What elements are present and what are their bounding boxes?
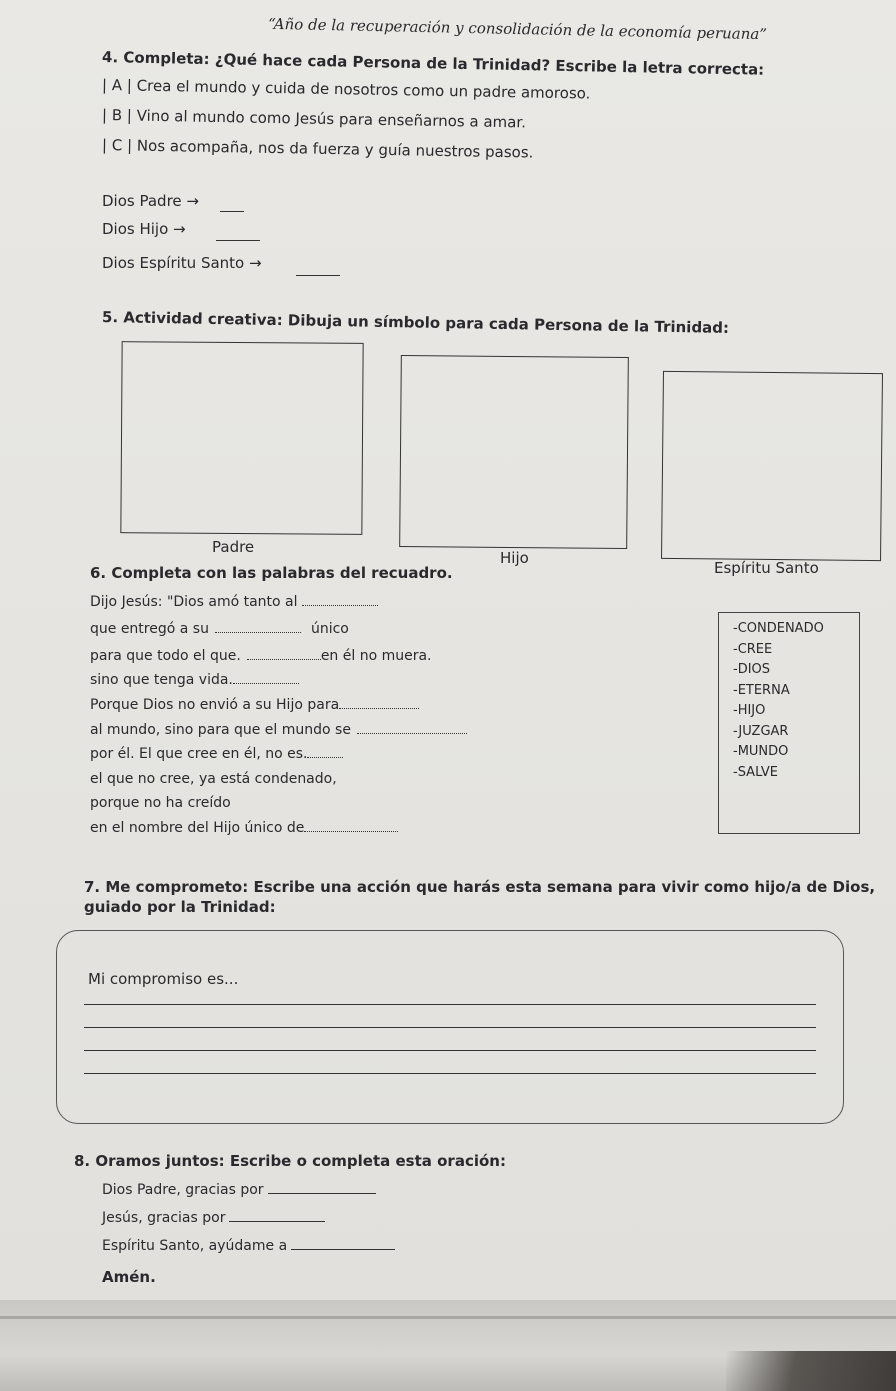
q8-blank-3[interactable] [291, 1248, 395, 1250]
q6-line-7 [90, 746, 343, 762]
shadow-area [726, 1351, 896, 1391]
q6-blank-2[interactable] [215, 631, 301, 633]
commitment-label: Mi compromiso es... [88, 970, 239, 988]
q6-blank-4[interactable] [233, 682, 299, 684]
q8-amen: Amén. [102, 1268, 156, 1286]
q8-line-3 [102, 1238, 395, 1254]
page-edge [0, 1316, 896, 1319]
word-dios: -DIOS [733, 662, 771, 677]
q6-line-10 [90, 820, 398, 836]
q6-line-3 [90, 648, 432, 664]
q6-text-2: que entregó a su [90, 621, 209, 637]
q8-title: 8. Oramos juntos: Escribe o completa esta oración: [74, 1152, 506, 1170]
q8-text-2: Jesús, gracias por [102, 1210, 226, 1226]
table-surface [0, 1300, 896, 1391]
word-hijo: -HIJO [733, 703, 766, 718]
q8-text-1: Dios Padre, gracias por [102, 1182, 264, 1198]
q4-item-hijo: Dios Hijo → [102, 220, 186, 238]
q6-text-3: para que todo el que. [90, 648, 241, 664]
q4-title: 4. Completa: ¿Qué hace cada Persona de la Trinidad? Escribe la letra correcta: [101, 48, 765, 79]
q4-option-c: | C | Nos acompaña, nos da fuerza y guía nuestros pasos. [101, 136, 534, 162]
q6-title: 6. Completa con las palabras del recuadro. [90, 564, 453, 582]
q6-line-4 [90, 672, 299, 688]
q6-text-4: sino que tenga vida. [90, 672, 233, 688]
q6-text-2b: único [310, 621, 349, 637]
answer-blank-padre[interactable] [220, 211, 244, 212]
q6-text-5: Porque Dios no envió a su Hijo para [90, 697, 340, 713]
word-cree: -CREE [733, 641, 773, 657]
q8-line-2 [102, 1210, 325, 1226]
q6-text-1: Dijo Jesús: "Dios amó tanto al [90, 594, 298, 610]
word-box [718, 612, 860, 834]
drawing-box-hijo[interactable] [399, 355, 629, 549]
label-espiritu-santo: Espíritu Santo [714, 559, 819, 577]
q6-line-6 [90, 722, 467, 738]
answer-blank-hijo[interactable] [216, 240, 260, 241]
q6-blank-3[interactable] [247, 658, 321, 660]
q6-line-2 [90, 621, 349, 637]
q5-title: 5. Actividad creativa: Dibuja un símbolo para cada Persona de la Trinidad: [101, 308, 730, 337]
word-mundo: -MUNDO [733, 744, 789, 759]
word-condenado: -CONDENADO [733, 621, 824, 636]
q6-text-7: por él. El que cree en él, no es. [90, 746, 308, 762]
q8-blank-1[interactable] [268, 1192, 376, 1194]
year-header: “Año de la recuperación y consolidación de la economía peruana” [267, 14, 768, 44]
answer-blank-espiritu[interactable] [296, 275, 340, 276]
q8-text-3: Espíritu Santo, ayúdame a [102, 1238, 288, 1254]
q4-option-a: | A | Crea el mundo y cuida de nosotros como un padre amoroso. [101, 76, 591, 103]
q7-title-line-1: 7. Me comprometo: Escribe una acción que harás esta semana para vivir como hijo/a de Dios, [84, 878, 876, 896]
label-padre: Padre [212, 538, 255, 556]
q6-text-3b: en él no muera. [320, 648, 432, 664]
q6-line-9: porque no ha creído [90, 795, 231, 811]
q8-line-1 [102, 1182, 376, 1198]
q7-title-line-2: guiado por la Trinidad: [84, 898, 276, 916]
word-eterna: -ETERNA [733, 682, 790, 698]
q6-text-10: en el nombre del Hijo único de [90, 820, 305, 836]
q6-line-1 [90, 594, 378, 610]
drawing-box-padre[interactable] [120, 341, 363, 535]
q6-line-5 [90, 697, 419, 713]
q6-line-8: el que no cree, ya está condenado, [90, 771, 337, 787]
commitment-line-2[interactable] [84, 1027, 816, 1028]
q6-blank-7[interactable] [307, 756, 343, 758]
q8-blank-2[interactable] [229, 1220, 325, 1222]
word-juzgar: -JUZGAR [733, 723, 789, 739]
q6-blank-5[interactable] [339, 707, 419, 709]
q6-blank-6[interactable] [357, 732, 467, 734]
commitment-line-4[interactable] [84, 1073, 816, 1074]
q4-option-b: | B | Vino al mundo como Jesús para enseñarnos a amar. [101, 106, 527, 132]
q4-item-padre: Dios Padre → [102, 192, 199, 210]
commitment-line-1[interactable] [84, 1004, 816, 1005]
q6-blank-10[interactable] [304, 830, 398, 832]
q6-blank-1[interactable] [302, 604, 378, 606]
word-salve: -SALVE [733, 764, 778, 780]
q6-text-6: al mundo, sino para que el mundo se [90, 722, 351, 738]
commitment-line-3[interactable] [84, 1050, 816, 1051]
label-hijo: Hijo [500, 549, 529, 567]
q4-item-espiritu: Dios Espíritu Santo → [102, 254, 262, 272]
drawing-box-espiritu[interactable] [661, 371, 883, 561]
